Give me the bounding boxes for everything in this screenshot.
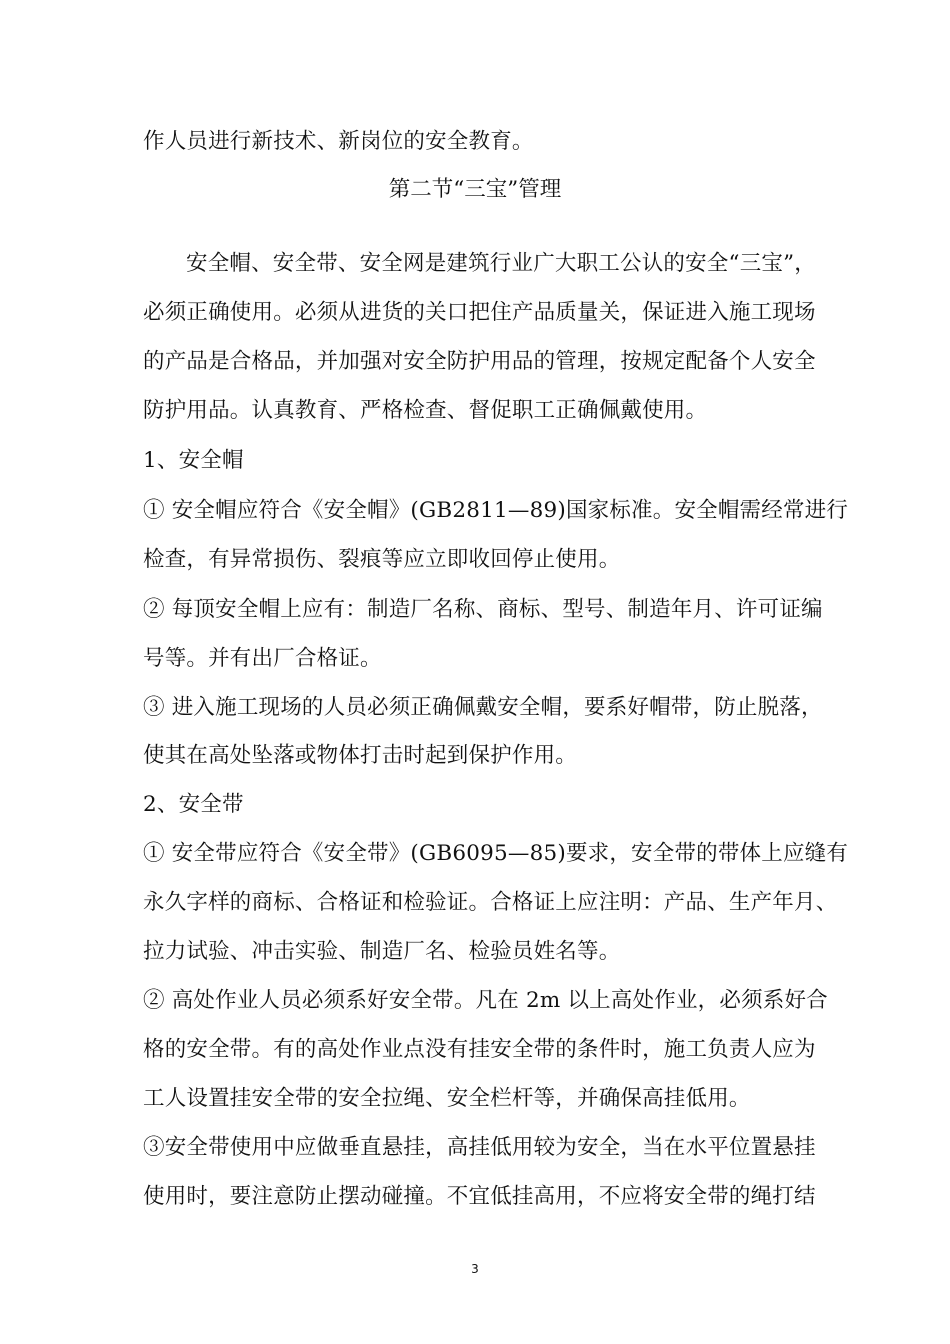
text-line: 永久字样的商标、合格证和检验证。合格证上应注明：产品、生产年月、 bbox=[143, 890, 838, 915]
text-line: ③安全带使用中应做垂直悬挂，高挂低用较为安全，当在水平位置悬挂 bbox=[143, 1135, 816, 1160]
text-line: ② 每顶安全帽上应有：制造厂名称、商标、型号、制造年月、许可证编 bbox=[143, 597, 823, 622]
text-line: ① 安全帽应符合《安全帽》(GB2811—89)国家标准。安全帽需经常进行 bbox=[143, 498, 849, 523]
text-line: 使用时，要注意防止摆动碰撞。不宜低挂高用，不应将安全带的绳打结 bbox=[143, 1184, 816, 1209]
text-line: 使其在高处坠落或物体打击时起到保护作用。 bbox=[143, 743, 578, 768]
text-line: 拉力试验、冲击实验、制造厂名、检验员姓名等。 bbox=[143, 939, 621, 964]
page-number: 3 bbox=[471, 1262, 479, 1276]
text-line: 格的安全带。有的高处作业点没有挂安全带的条件时，施工负责人应为 bbox=[143, 1037, 816, 1062]
subheading: 2、安全带 bbox=[143, 792, 244, 817]
text-line: ③ 进入施工现场的人员必须正确佩戴安全帽，要系好帽带，防止脱落， bbox=[143, 695, 823, 720]
text-line: 工人设置挂安全带的安全拉绳、安全栏杆等，并确保高挂低用。 bbox=[143, 1086, 751, 1111]
text-line: 必须正确使用。必须从进货的关口把住产品质量关，保证进入施工现场 bbox=[143, 300, 816, 325]
text-line: ① 安全带应符合《安全带》(GB6095—85)要求，安全带的带体上应缝有 bbox=[143, 841, 849, 866]
text-line: 的产品是合格品，并加强对安全防护用品的管理，按规定配备个人安全 bbox=[143, 349, 816, 374]
text-line: 防护用品。认真教育、严格检查、督促职工正确佩戴使用。 bbox=[143, 398, 708, 423]
text-line: ② 高处作业人员必须系好安全带。凡在 2m 以上高处作业，必须系好合 bbox=[143, 988, 828, 1013]
text-line: 作人员进行新技术、新岗位的安全教育。 bbox=[143, 129, 534, 154]
text-line: 安全帽、安全带、安全网是建筑行业广大职工公认的安全“三宝”， bbox=[186, 251, 816, 276]
text-line: 检查，有异常损伤、裂痕等应立即收回停止使用。 bbox=[143, 547, 621, 572]
section-heading: 第二节“三宝”管理 bbox=[388, 177, 562, 202]
subheading: 1、安全帽 bbox=[143, 448, 244, 473]
text-line: 号等。并有出厂合格证。 bbox=[143, 646, 382, 671]
